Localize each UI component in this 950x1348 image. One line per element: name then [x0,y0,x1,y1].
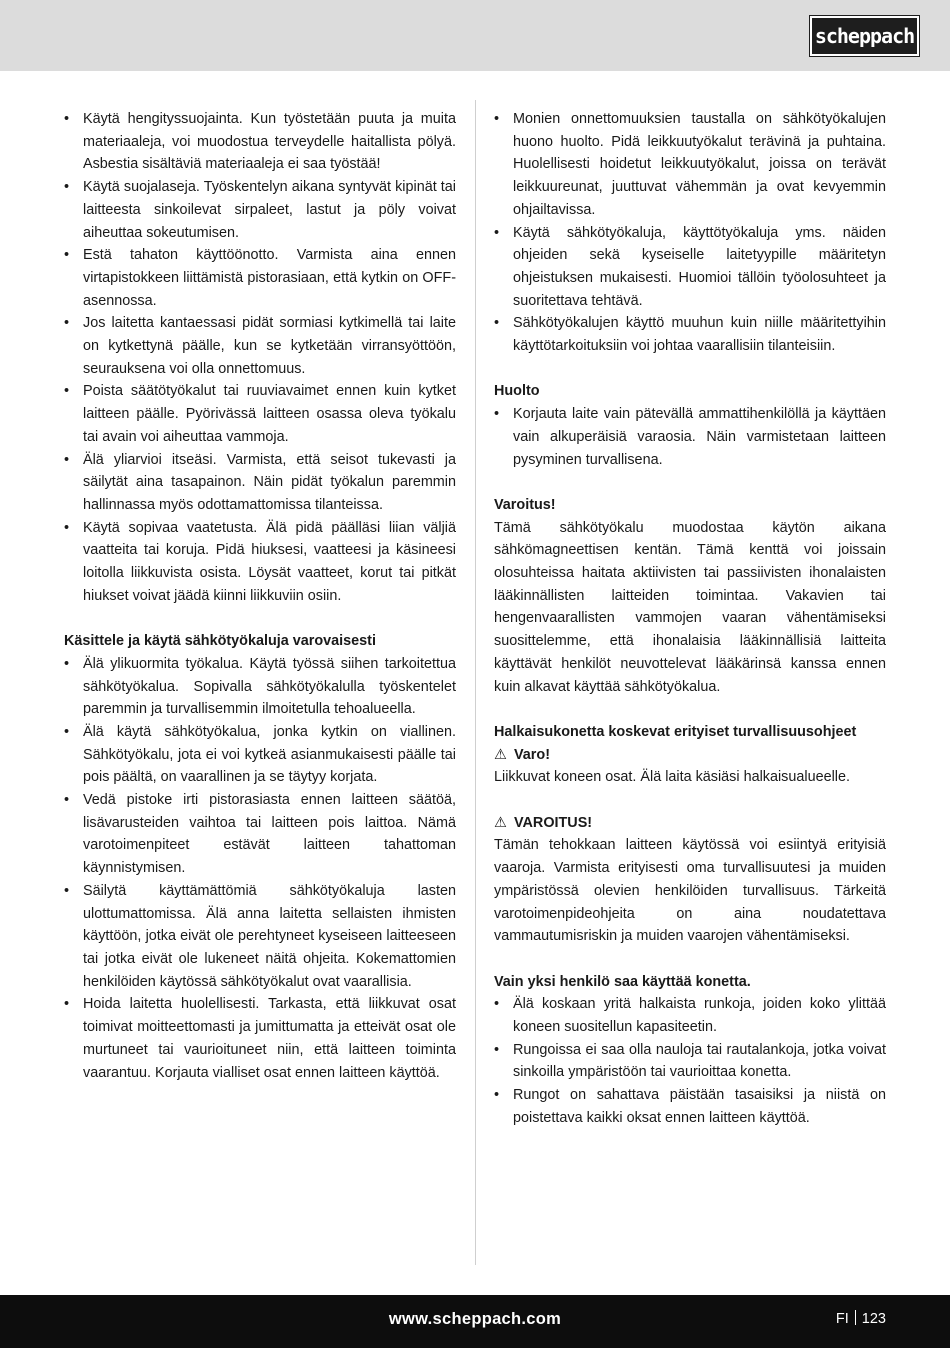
footer-bar [0,1295,950,1348]
varo-heading [494,744,886,767]
list-item: • Älä yliarvioi itseäsi. Varmista, että seisot tukevasti ja säilytät aina tasapainon. Näin pidät työkalun paremmin hallinnassa myös odottamattomissa tilanteissa. [64,449,456,517]
list-item: • Käytä hengityssuojainta. Kun työstetään puuta ja muita materiaaleja, voi muodostua terveydelle haitallista pölyä. Asbestia sisältäviä materiaaleja ei saa työstää! [64,108,456,176]
huolto-list [494,403,886,471]
list-item: • Vedä pistoke irti pistorasiasta ennen laitteen säätöä, lisävarusteiden vaihtoa tai laitteen pois laittoa. Nämä varotoimenpiteet estävät laitteen tahattoman käynnistymisen. [64,789,456,880]
varoitus2-label: VAROITUS! [514,814,593,831]
section-heading-one-person: Vain yksi henkilö saa käyttää konetta. [494,973,751,990]
page-number: 123 [861,1311,886,1327]
section-heading-handling: Käsittele ja käytä sähkötyökaluja varovaisesti [64,633,376,650]
list-item: • Poista säätötyökalut tai ruuviavaimet ennen kuin kytket laitteen päälle. Pyörivässä laitteen osassa oleva työkalu tai avain voi aiheuttaa vammoja. [64,380,456,448]
left-column [64,108,456,1084]
warning-triangle-icon: ⚠ [494,746,507,763]
list-item: • Älä käytä sähkötyökalua, jonka kytkin on viallinen. Sähkötyökalu, jota ei voi kytkeä asianmukaisesti päälle tai pois päältä, on vaarallinen ja se täytyy korjata. [64,721,456,789]
list-item: • Käytä suojalaseja. Työskentelyn aikana syntyvät kipinät tai laitteesta sinkoilevat sirpaleet, lastut ja pöly voivat aiheuttaa sokeutumisen. [64,176,456,244]
header-band [0,0,950,71]
list-item: • Käytä sopivaa vaatetusta. Älä pidä päälläsi liian väljiä vaatteita tai koruja. Pidä hiuksesi, vaatteesi ja käsineesi loitolla liikkuvista osista. Löysät vaatteet, korut tai pitkät hiukset voivat jäädä kiinni liikkuviin osiin. [64,517,456,608]
list-item: • Rungot on sahattava päistään tasaisiksi ja niistä on poistettava kaikki oksat ennen laitteen käyttöä. [494,1084,886,1129]
varo-label: Varo! [514,746,550,763]
list-item: • Säilytä käyttämättömiä sähkötyökaluja lasten ulottumattomissa. Älä anna laitetta sellaisten ihmisten käyttöön, jotka eivät ole perehtyneet kyseiseen laitteeseen tai jotka eivät ole lukeneet näitä ohjeita. Kokemattomien henkilöiden käytössä sähkötyökalut ovat vaarallisia. [64,880,456,994]
footer-separator [855,1310,856,1325]
footer-website-link[interactable]: www.scheppach.com [388,1310,562,1328]
one-person-list [494,993,886,1129]
section-heading-halkaisukone: Halkaisukonetta koskevat erityiset turvallisuusohjeet [494,723,857,740]
list-item: • Jos laitetta kantaessasi pidät sormiasi kytkimellä tai laite on kytkettynä päälle, kun se kytketään virransyöttöön, seurauksena voi olla onnettomuus. [64,312,456,380]
list-item: • Älä koskaan yritä halkaista runkoja, joiden koko ylittää koneen suositellun kapasiteetin. [494,993,886,1038]
list-item: • Hoida laitetta huolellisesti. Tarkasta, että liikkuvat osat toimivat moitteettomasti ja jumittumatta ja etteivät osat ole murtuneet tai vaurioituneet niin, että laitteen toiminta vaarantuu. Korjauta vialliset osat ennen laitteen käyttöä. [64,993,456,1084]
scheppach-logo: scheppach [810,16,919,56]
list-item: • Käytä sähkötyökaluja, käyttötyökaluja yms. näiden ohjeiden sekä kyseiselle laitetyypille määritetyn ohjeistuksen mukaisesti. Huomioi tällöin työolosuhteet ja suoritettava tehtävä. [494,222,886,313]
varo-text: Liikkuvat koneen osat. Älä laita käsiäsi halkaisualueelle. [494,769,850,786]
column-divider [475,100,476,1265]
list-item: • Korjauta laite vain pätevällä ammattihenkilöllä ja käyttäen vain alkuperäisiä varaosia. Näin varmistetaan laitteen pysyminen turvallisena. [494,403,886,471]
section-heading-huolto: Huolto [494,383,540,400]
safety-list-general [64,108,456,607]
varoitus-text: Tämä sähkötyökalu muodostaa käytön aikana sähkömagneettisen kentän. Tämä kenttä voi joissain olosuhteissa haitata aktiivisten tai passiivisten ihonalaisten lääkinnällisten laitteiden toimintaa. Vakavien tai hengenvaarallisten vammojen vaaran vähentämiseksi suosittelemme, että ihonalaisia lääkinnällisiä laitteita käyttävät henkilöt neuvottelevat lääkärinsä kanssa ennen kuin alkavat käyttää sähkötyökalua. [494,519,886,695]
safety-list-handling [64,653,456,1084]
varoitus2-heading [494,812,886,835]
section-heading-varoitus: Varoitus! [494,496,556,513]
list-item: • Rungoissa ei saa olla nauloja tai rautalankoja, jotka voivat sinkoilla ympäristöön tai vaurioittaa konetta. [494,1039,886,1084]
list-item: • Estä tahaton käyttöönotto. Varmista aina ennen virtapistokkeen liittämistä pistorasiaan, että kytkin on OFF-asennossa. [64,244,456,312]
list-item: • Älä ylikuormita työkalua. Käytä työssä siihen tarkoitettua sähkötyökalua. Sopivalla sähkötyökalulla työskentelet paremmin ja turvallisemmin ilmoitetulla tehoalueella. [64,653,456,721]
varoitus2-text: Tämän tehokkaan laitteen käytössä voi esiintyä erityisiä vaaroja. Varmista erityisesti oma turvallisuutesi ja muiden ympäristössä olevien henkilöiden turvallisuus. Tärkeitä varotoimenpideohjeita on aina noudatettava vammautumisriskin ja muiden vaarojen vähentämiseksi. [494,837,886,945]
list-item: • Monien onnettomuuksien taustalla on sähkötyökalujen huono huolto. Pidä leikkuutyökalut terävinä ja puhtaina. Huolellisesti hoidetut leikkuutyökalut, joissa on terävät leikkuureunat, juuttuvat vähemmän ja ovat kevyemmin ohjailtavissa. [494,108,886,222]
warning-triangle-icon: ⚠ [494,814,507,831]
language-code: FI [835,1311,849,1327]
right-column [494,108,886,1130]
safety-list-maintenance [494,108,886,358]
list-item: • Sähkötyökalujen käyttö muuhun kuin niille määritettyihin käyttötarkoituksiin voi johtaa vaarallisiin tilanteisiin. [494,312,886,357]
page-indicator [836,1310,886,1327]
